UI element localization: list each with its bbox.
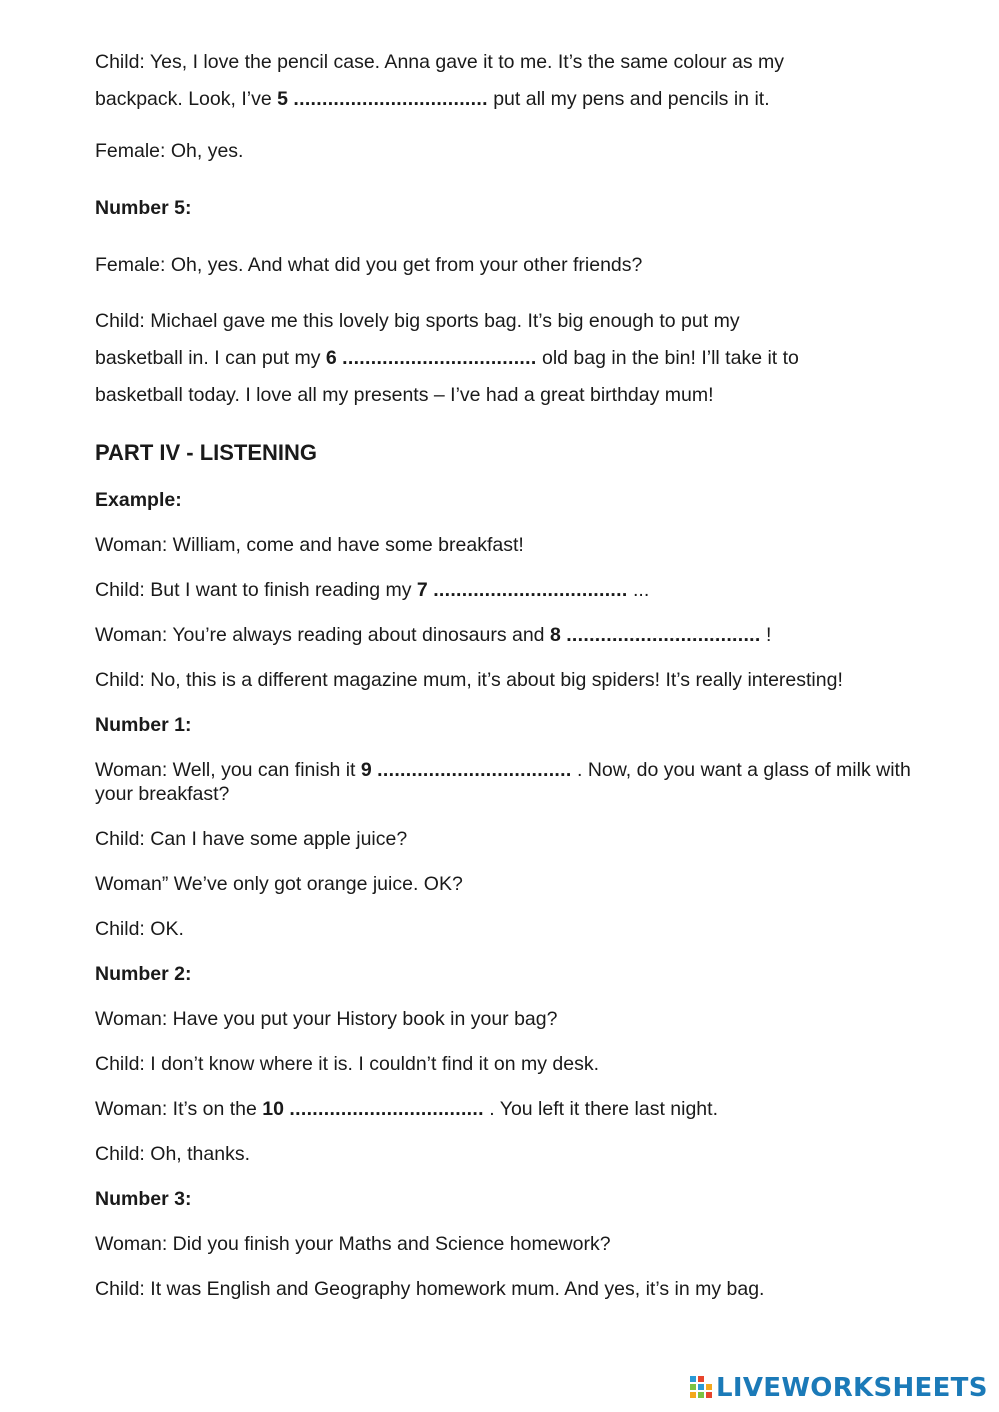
child-dialogue-line: Child: But I want to finish reading my 7 .................................. ... [95, 579, 650, 601]
answer-gap-9[interactable]: .................................. [377, 759, 572, 781]
woman-dialogue-line: Woman: William, come and have some breakfast! [95, 534, 524, 556]
woman-dialogue-line: Woman: It’s on the 10 .................................. . You left it there last night. [95, 1098, 718, 1120]
child-dialogue-line: Child: Can I have some apple juice? [95, 828, 408, 850]
gap-number-8: 8 [549, 624, 561, 646]
gap-number-6: 6 [325, 347, 337, 369]
logo-text: LIVEWORKSHEETS [716, 1373, 988, 1403]
woman-dialogue-line: Woman: Did you finish your Maths and Science homework? [95, 1233, 611, 1255]
child-dialogue-line: Child: No, this is a different magazine mum, it’s about big spiders! It’s really interesting! [95, 669, 843, 691]
answer-gap-8[interactable]: .................................. [566, 624, 761, 646]
worksheet-page [95, 44, 925, 1301]
gap-number-10: 10 [262, 1098, 284, 1120]
answer-gap-10[interactable]: .................................. [289, 1098, 484, 1120]
female-dialogue-line: Female: Oh, yes. [95, 140, 244, 162]
example-label: Example: [95, 489, 182, 511]
liveworksheets-logo[interactable] [690, 1371, 988, 1405]
child-dialogue-line: Child: It was English and Geography homework mum. And yes, it’s in my bag. [95, 1278, 765, 1300]
child-dialogue-line: Child: Michael gave me this lovely big sports bag. It’s big enough to put my basketball in. I can put my 6 .................................. old bag in the bin! I’ll take it to basketball today. I love all my presents – I’ve had a great birthday mum! [95, 310, 799, 406]
child-dialogue-line: Child: OK. [95, 918, 184, 940]
child-dialogue-line: Child: Yes, I love the pencil case. Anna gave it to me. It’s the same colour as my backpack. Look, I’ve 5 .................................. put all my pens and pencils in it. [95, 51, 785, 110]
liveworksheets-logo-icon [690, 1375, 712, 1401]
woman-dialogue-line: Woman: Well, you can finish it 9 .................................. . Now, do you want a glass of milk with your breakfast? [95, 759, 911, 805]
part-4-heading: PART IV - LISTENING [95, 440, 318, 465]
gap-number-7: 7 [416, 579, 428, 601]
child-dialogue-line: Child: I don’t know where it is. I couldn’t find it on my desk. [95, 1053, 599, 1075]
number-1-label: Number 1: [95, 714, 192, 736]
female-dialogue-line: Female: Oh, yes. And what did you get from your other friends? [95, 254, 643, 276]
number-2-label: Number 2: [95, 963, 192, 985]
number-3-label: Number 3: [95, 1188, 192, 1210]
answer-gap-6[interactable]: .................................. [342, 347, 537, 369]
answer-gap-7[interactable]: .................................. [433, 579, 628, 601]
gap-number-9: 9 [360, 759, 372, 781]
gap-number-5: 5 [277, 88, 288, 110]
child-dialogue-line: Child: Oh, thanks. [95, 1143, 250, 1165]
answer-gap-5[interactable]: .................................. [293, 88, 488, 110]
number-5-label: Number 5: [95, 197, 192, 219]
woman-dialogue-line: Woman: You’re always reading about dinosaurs and 8 .................................. ! [95, 624, 772, 646]
woman-dialogue-line: Woman: Have you put your History book in your bag? [95, 1008, 558, 1030]
woman-dialogue-line: Woman” We’ve only got orange juice. OK? [95, 873, 463, 895]
